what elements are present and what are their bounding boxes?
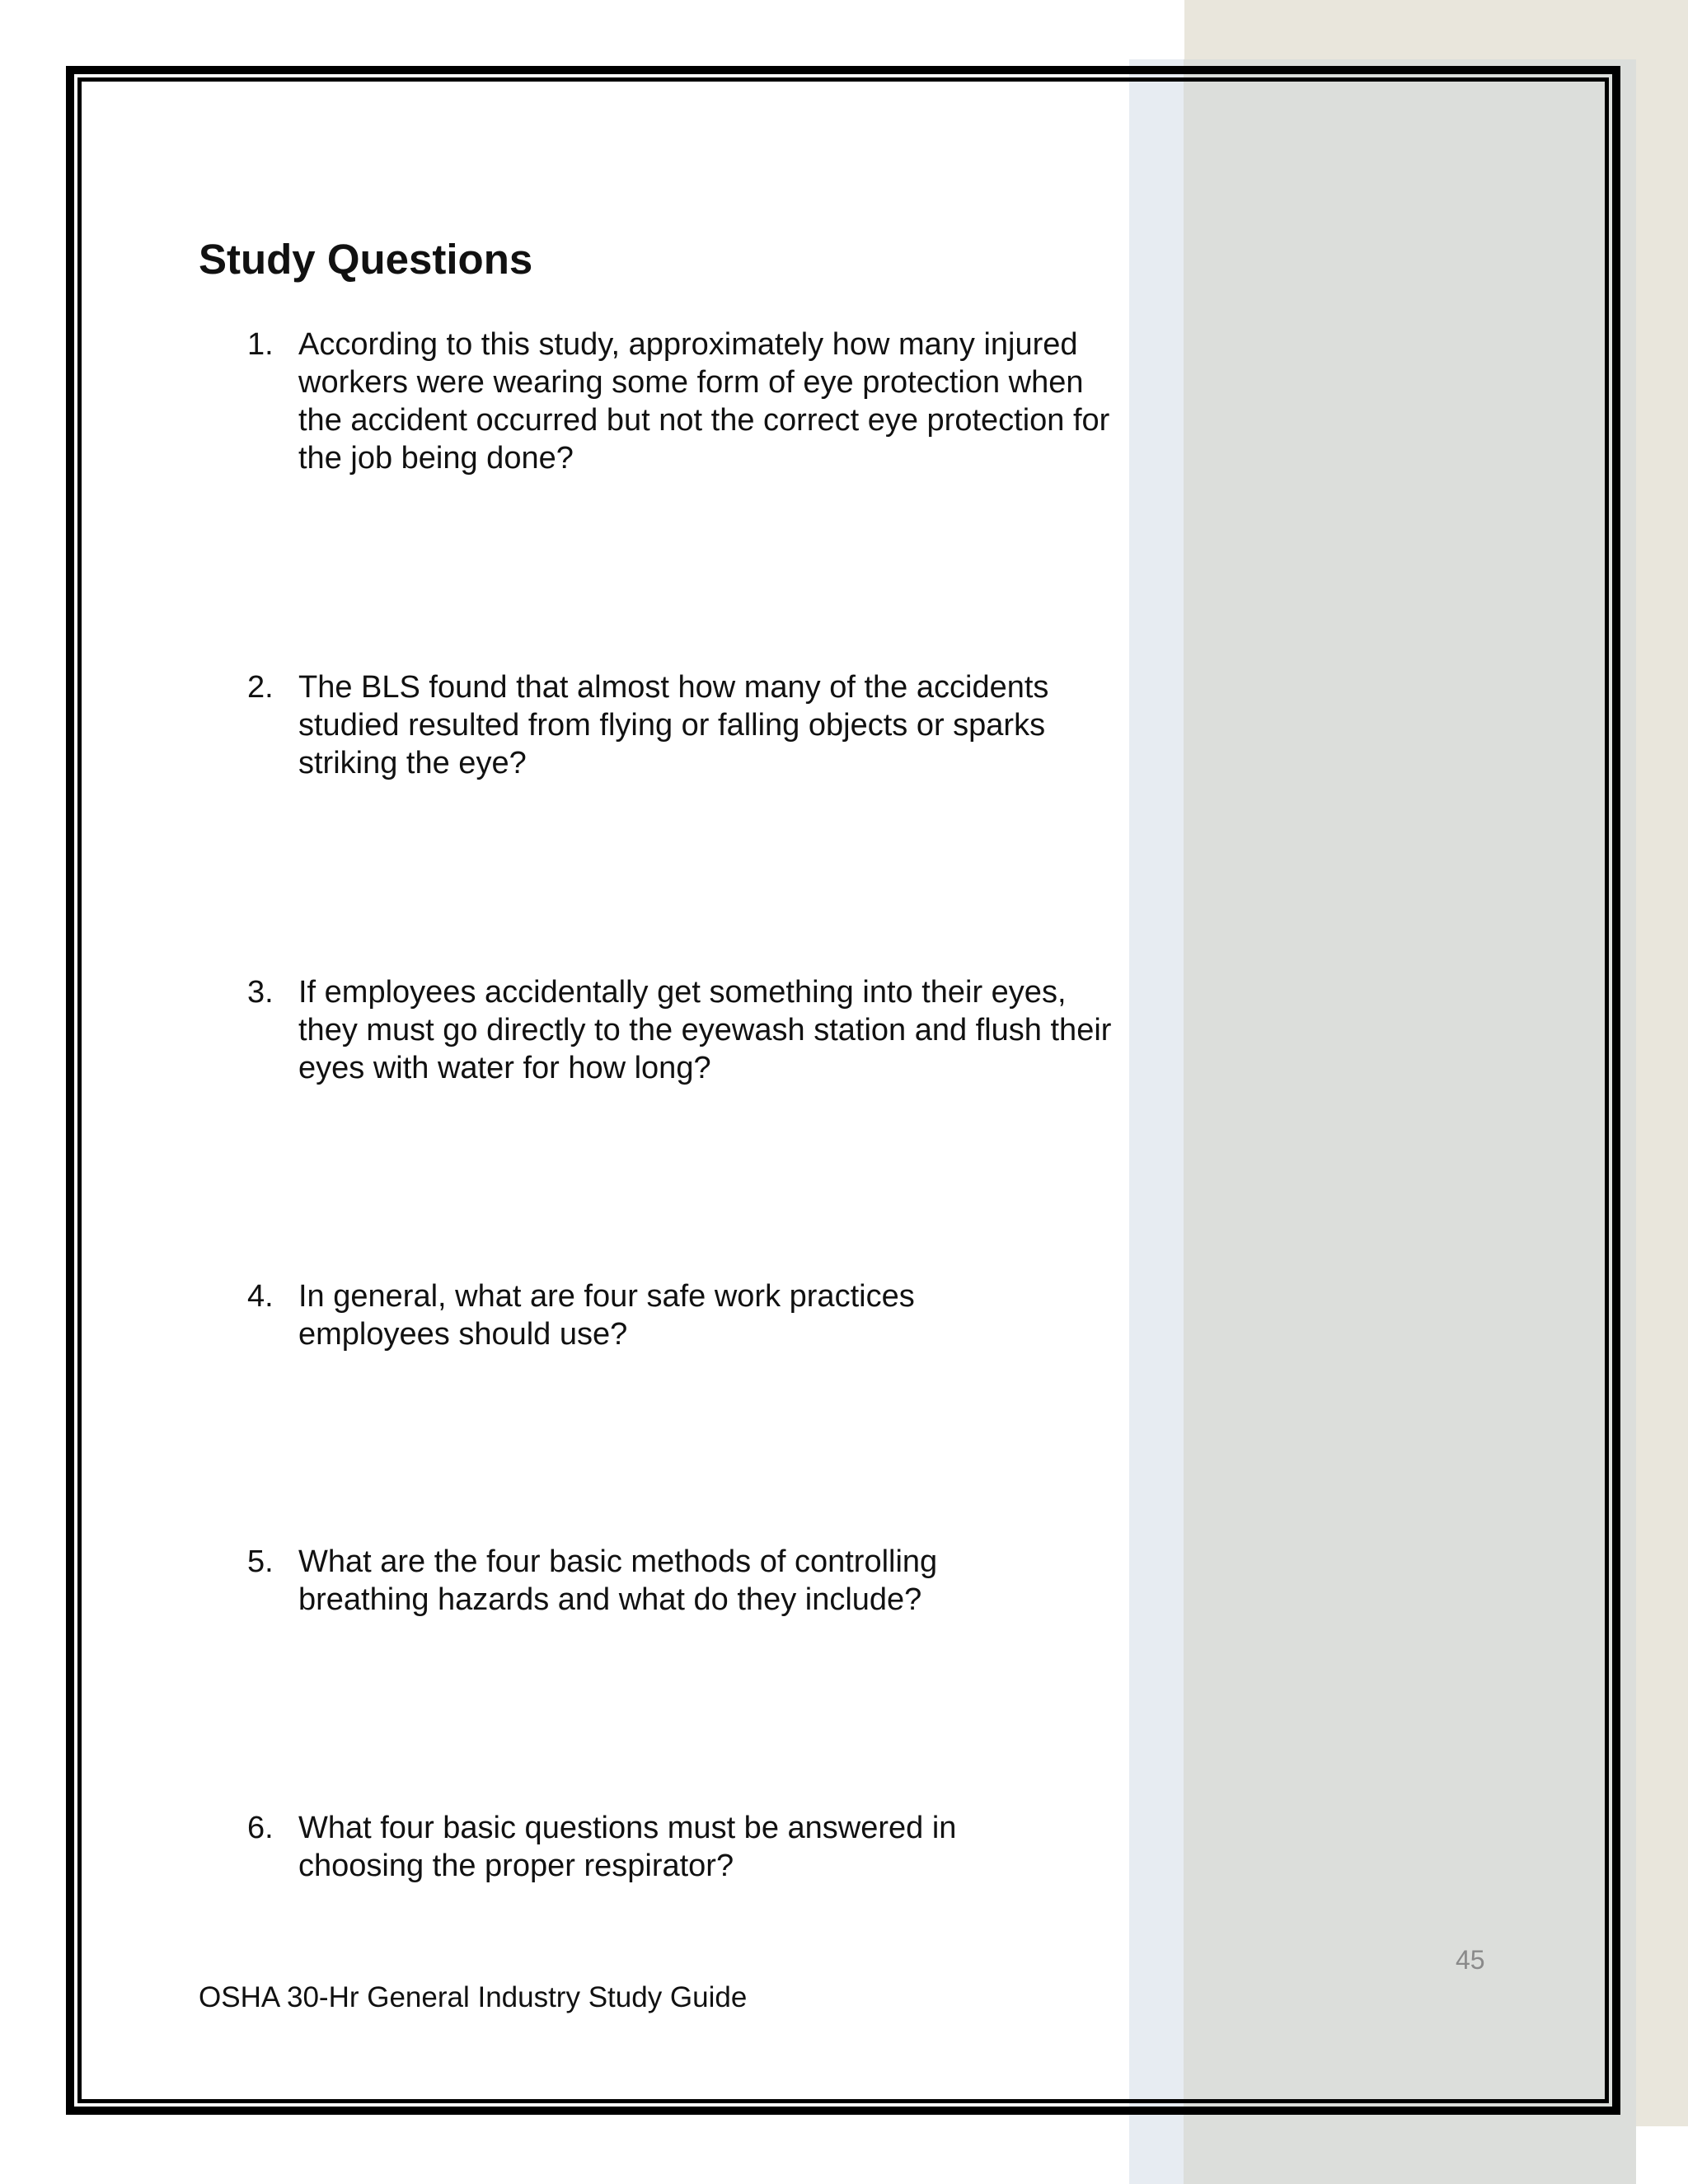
background-corner xyxy=(1636,2126,1688,2184)
question-item xyxy=(247,1809,1039,1885)
question-item xyxy=(247,1543,989,1619)
question-text: In general, what are four safe work practices employees should use? xyxy=(298,1279,915,1352)
question-text: What four basic questions must be answered in choosing the proper respirator? xyxy=(298,1811,957,1883)
footer-text: OSHA 30-Hr General Industry Study Guide xyxy=(199,1981,748,2013)
question-number: 3. xyxy=(247,975,274,1010)
page-title: Study Questions xyxy=(199,236,533,283)
question-number: 4. xyxy=(247,1279,274,1314)
question-number: 1. xyxy=(247,327,274,362)
question-text: The BLS found that almost how many of the accidents studied resulted from flying or falling objects or sparks striking the eye? xyxy=(298,670,1049,780)
question-item xyxy=(247,1277,989,1353)
question-number: 5. xyxy=(247,1544,274,1579)
question-text: What are the four basic methods of controlling breathing hazards and what do they include? xyxy=(298,1544,938,1617)
question-text: If employees accidentally get something into their eyes, they must go directly to the eyewash station and flush their eyes with water for how long? xyxy=(298,975,1112,1085)
question-item xyxy=(247,326,1121,477)
page-number: 45 xyxy=(1456,1945,1485,1975)
question-item xyxy=(247,668,1121,782)
question-item xyxy=(247,973,1121,1087)
question-number: 6. xyxy=(247,1811,274,1845)
question-text: According to this study, approximately how many injured workers were wearing some form of eye protection when the accident occurred but not the correct eye protection for the job being done? xyxy=(298,327,1110,476)
question-number: 2. xyxy=(247,670,274,705)
